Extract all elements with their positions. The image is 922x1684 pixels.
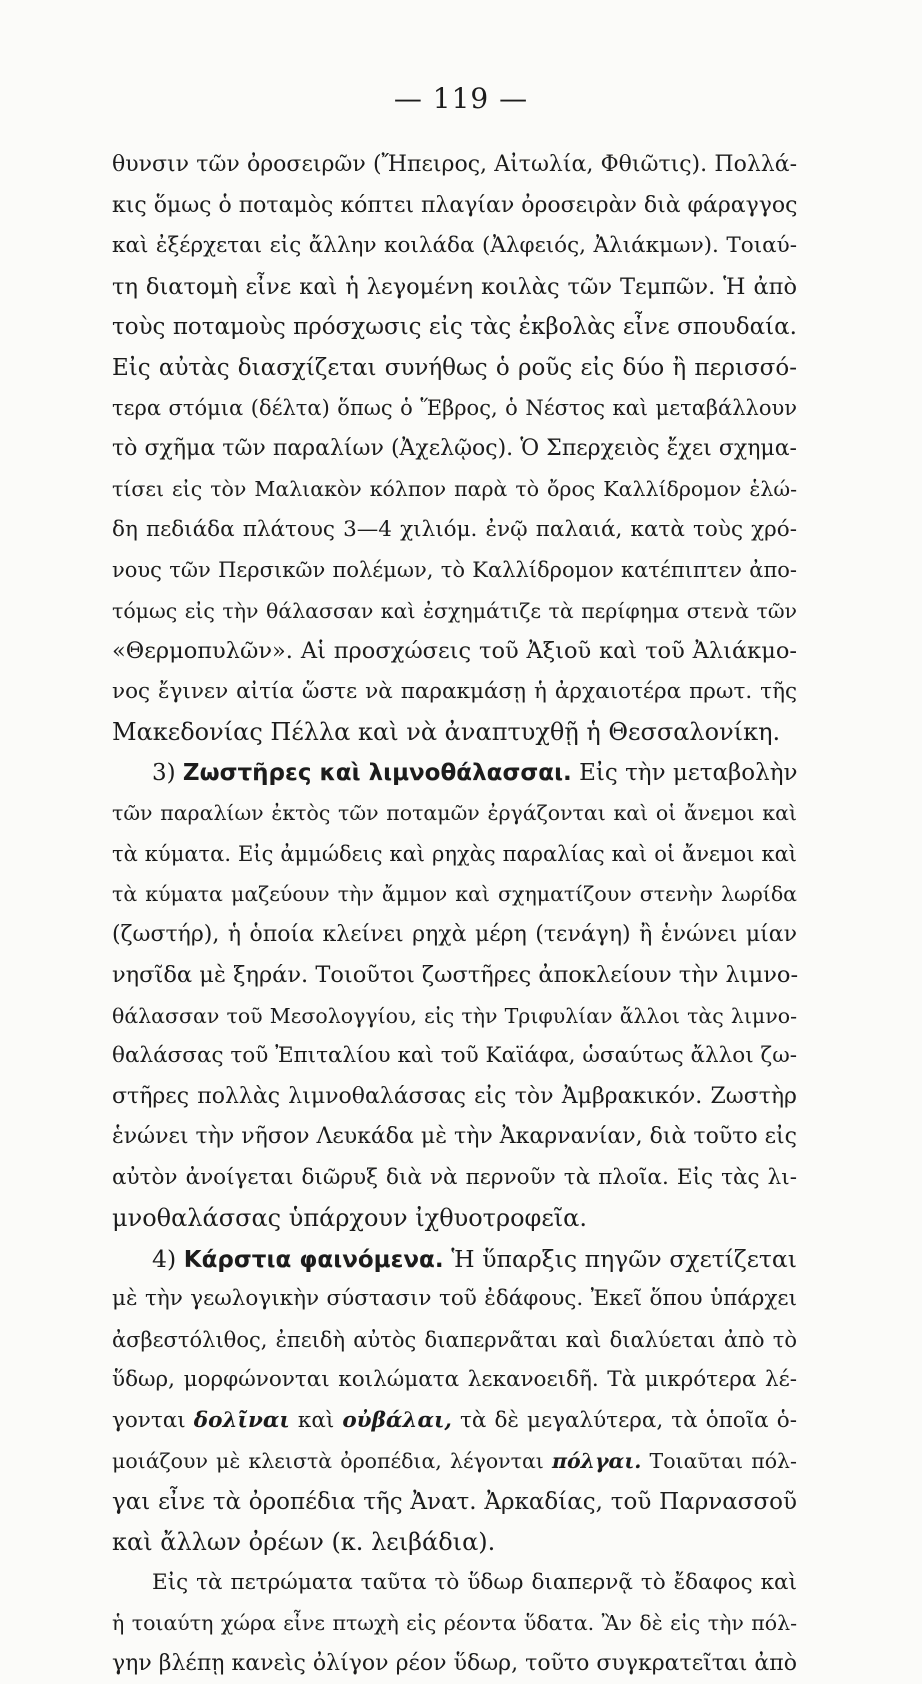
text-line: ἀσβεστόλιθος, ἐπειδὴ αὐτὸς διαπερνᾶται καὶ διαλύεται ἀπὸ τὸ <box>112 1320 797 1361</box>
text-line: νος ἔγινεν αἰτία ὥστε νὰ παρακμάσῃ ἡ ἀρχαιοτέρα πρωτ. τῆς <box>112 672 797 713</box>
section-heading: Ζωστῆρες καὶ λιμνοθάλασσαι. <box>183 760 572 786</box>
section-3-heading-line <box>112 753 797 794</box>
text-line: θαλάσσας τοῦ Ἐπιταλίου καὶ τοῦ Καϊάφα, ὡσαύτως ἄλλοι ζω- <box>112 1036 797 1077</box>
text-line: γαι εἶνε τὰ ὀροπέδια τῆς Ἀνατ. Ἀρκαδίας, τοῦ Παρνασσοῦ <box>112 1482 797 1523</box>
text-span: Εἰς τὴν μεταβολὴν <box>579 760 797 786</box>
text-line: (ζωστήρ), ἡ ὁποία κλείνει ρηχὰ μέρη (τενάγη) ἢ ἑνώνει μίαν <box>112 915 797 956</box>
text-line: τῶν παραλίων ἐκτὸς τῶν ποταμῶν ἐργάζονται καὶ οἱ ἄνεμοι καὶ <box>112 793 797 834</box>
text-line: τίσει εἰς τὸν Μαλιακὸν κόλπον παρὰ τὸ ὄρος Καλλίδρομον ἑλώ- <box>112 469 797 510</box>
body-text <box>112 145 797 1684</box>
text-line: καὶ ἐξέρχεται εἰς ἄλλην κοιλάδα (Ἀλφειός, Ἀλιάκμων). Τοιαύ- <box>112 226 797 267</box>
text-line: ὕδωρ, μορφώνονται κοιλώματα λεκανοειδῆ. Τὰ μικρότερα λέ- <box>112 1360 797 1401</box>
section-number: 4) <box>152 1245 176 1273</box>
text-line: ἡ τοιαύτη χώρα εἶνε πτωχὴ εἰς ρέοντα ὕδατα. Ἂν δὲ εἰς τὴν πόλ- <box>112 1603 797 1644</box>
text-line: αὐτὸν ἀνοίγεται διῶρυξ διὰ νὰ περνοῦν τὰ πλοῖα. Εἰς τὰς λι- <box>112 1158 797 1199</box>
text-line: τόμως εἰς τὴν θάλασσαν καὶ ἐσχημάτιζε τὰ περίφημα στενὰ τῶν <box>112 591 797 632</box>
text-span: γονται <box>112 1408 186 1433</box>
section-number: 3) <box>152 760 176 786</box>
text-line: νους τῶν Περσικῶν πολέμων, τὸ Καλλίδρομον κατέπιπτεν ἀπο- <box>112 550 797 591</box>
term-polje: πόλγαι. <box>552 1449 641 1473</box>
text-line: τοὺς ποταμοὺς πρόσχωσις εἰς τὰς ἐκβολὰς εἶνε σπουδαία. <box>112 307 797 348</box>
polje-line <box>112 1441 797 1482</box>
text-line: Μακεδονίας Πέλλα καὶ νὰ ἀναπτυχθῇ ἡ Θεσσαλονίκη. <box>112 712 797 753</box>
text-line: Εἰς αὐτὰς διασχίζεται συνήθως ὁ ροῦς εἰς δύο ἢ περισσό- <box>112 348 797 389</box>
text-line: μνοθαλάσσας ὑπάρχουν ἰχθυοτροφεῖα. <box>112 1198 797 1239</box>
text-line: δη πεδιάδα πλάτους 3—4 χιλιόμ. ἐνῷ παλαιά, κατὰ τοὺς χρό- <box>112 510 797 551</box>
text-line: τὰ κύματα μαζεύουν τὴν ἄμμον καὶ σχηματίζουν στενὴν λωρίδα <box>112 874 797 915</box>
text-line: γην βλέπῃ κανεὶς ὀλίγον ρέον ὕδωρ, τοῦτο συγκρατεῖται ἀπὸ <box>112 1644 797 1684</box>
text-line: τὰ κύματα. Εἰς ἀμμώδεις καὶ ρηχὰς παραλίας καὶ οἱ ἄνεμοι καὶ <box>112 834 797 875</box>
text-line: «Θερμοπυλῶν». Αἱ προσχώσεις τοῦ Ἀξιοῦ καὶ τοῦ Ἀλιάκμο- <box>112 631 797 672</box>
text-span: Τοιαῦται πόλ- <box>650 1449 797 1473</box>
dolines-line <box>112 1401 797 1442</box>
text-line: θάλασσαν τοῦ Μεσολογγίου, εἰς τὴν Τριφυλίαν ἄλλοι τὰς λιμνο- <box>112 996 797 1037</box>
section-heading: Κάρστια φαινόμενα. <box>184 1247 444 1273</box>
text-span: μοιάζουν μὲ κλειστὰ ὀροπέδια, λέγονται <box>112 1449 544 1473</box>
text-line: στῆρες πολλὰς λιμνοθαλάσσας εἰς τὸν Ἀμβρακικόν. Ζωστὴρ <box>112 1077 797 1118</box>
term-uvalas: οὐβάλαι, <box>342 1408 452 1433</box>
text-line: μὲ τὴν γεωλογικὴν σύστασιν τοῦ ἐδάφους. Ἐκεῖ ὅπου ὑπάρχει <box>112 1279 797 1320</box>
text-line: Εἰς τὰ πετρώματα ταῦτα τὸ ὕδωρ διαπερνᾷ τὸ ἔδαφος καὶ <box>112 1563 797 1604</box>
section-4-heading-line <box>112 1239 797 1280</box>
page-number: — 119 — <box>0 82 922 115</box>
text-line: τερα στόμια (δέλτα) ὅπως ὁ Ἕβρος, ὁ Νέστος καὶ μεταβάλλουν <box>112 388 797 429</box>
text-line: θυνσιν τῶν ὀροσειρῶν (Ἤπειρος, Αἰτωλία, Φθιῶτις). Πολλά- <box>112 145 797 186</box>
term-dolines: δολῖναι <box>194 1408 290 1433</box>
text-span: Ἡ ὕπαρξις πηγῶν σχετίζεται <box>451 1245 797 1273</box>
text-line: νησῖδα μὲ ξηράν. Τοιοῦτοι ζωστῆρες ἀποκλείουν τὴν λιμνο- <box>112 955 797 996</box>
text-line: τη διατομὴ εἶνε καὶ ἡ λεγομένη κοιλὰς τῶν Τεμπῶν. Ἡ ἀπὸ <box>112 267 797 308</box>
text-span: καὶ <box>298 1408 334 1433</box>
text-line: ἑνώνει τὴν νῆσον Λευκάδα μὲ τὴν Ἀκαρνανίαν, διὰ τοῦτο εἰς <box>112 1117 797 1158</box>
text-line: τὸ σχῆμα τῶν παραλίων (Ἀχελῷος). Ὁ Σπερχειὸς ἔχει σχημα- <box>112 429 797 470</box>
text-line: κις ὅμως ὁ ποταμὸς κόπτει πλαγίαν ὀροσειρὰν διὰ φάραγγος <box>112 186 797 227</box>
text-line: καὶ ἄλλων ὀρέων (κ. λειβάδια). <box>112 1522 797 1563</box>
text-span: τὰ δὲ μεγαλύτερα, τὰ ὁποῖα ὁ- <box>460 1408 797 1433</box>
